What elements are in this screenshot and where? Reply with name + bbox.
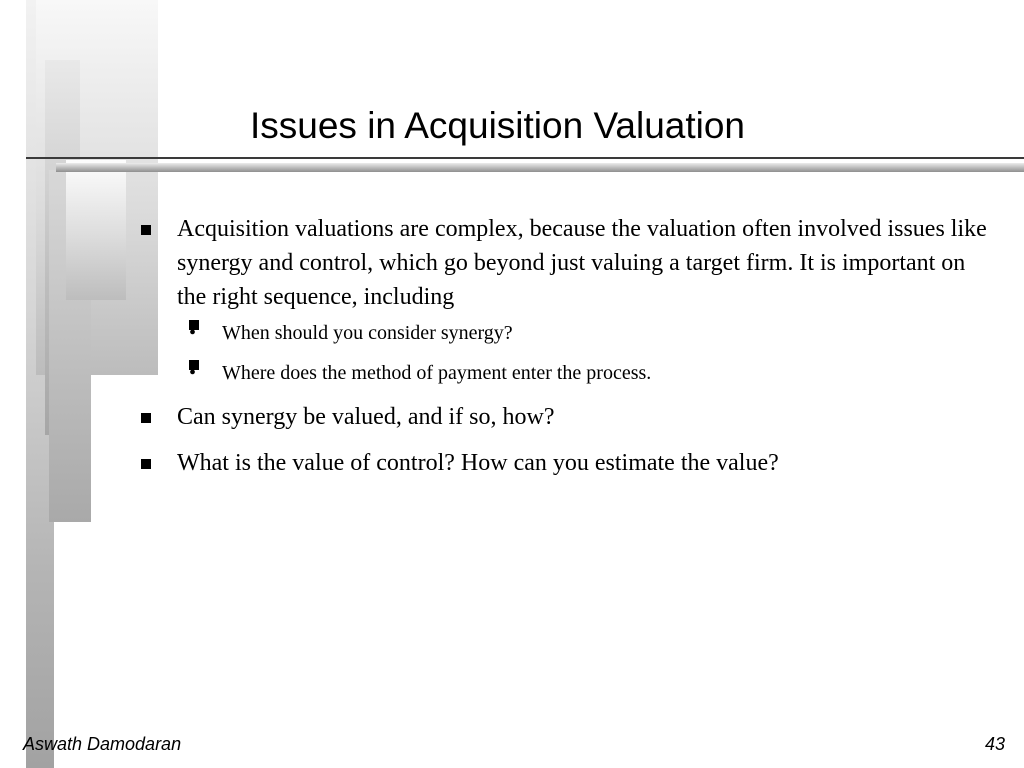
slide-title: Issues in Acquisition Valuation — [250, 105, 746, 146]
bullet-item — [139, 446, 999, 480]
bullet-item — [139, 400, 999, 434]
page-number: 43 — [984, 734, 1005, 754]
square-bullet-icon — [141, 459, 151, 469]
sub-bullet-item — [177, 320, 999, 346]
sub-bullet-text: Where does the method of payment enter the process. — [222, 362, 652, 384]
sub-bullet-list — [177, 320, 999, 386]
bullet-text: Acquisition valuations are complex, because the valuation often involved issues like synergy and control, which go beyond just valuing a target firm. It is important on the right sequence, including — [177, 216, 987, 310]
title-shadow-band — [56, 163, 1024, 172]
bullet-text: What is the value of control? How can you estimate the value? — [177, 450, 779, 476]
bullet-text: Can synergy be valued, and if so, how? — [177, 404, 555, 430]
bullet-list — [139, 212, 999, 492]
square-bullet-icon — [141, 413, 151, 423]
sub-bullet-item — [177, 360, 999, 386]
dot-bullet-icon: • — [189, 320, 199, 330]
dot-bullet-icon: • — [189, 360, 199, 370]
square-bullet-icon — [141, 225, 151, 235]
decorative-gradient-bar — [66, 160, 126, 300]
bullet-item — [139, 212, 999, 386]
footer-author: Aswath Damodaran — [23, 734, 182, 754]
sub-bullet-text: When should you consider synergy? — [222, 322, 513, 344]
title-underline — [26, 157, 1024, 159]
